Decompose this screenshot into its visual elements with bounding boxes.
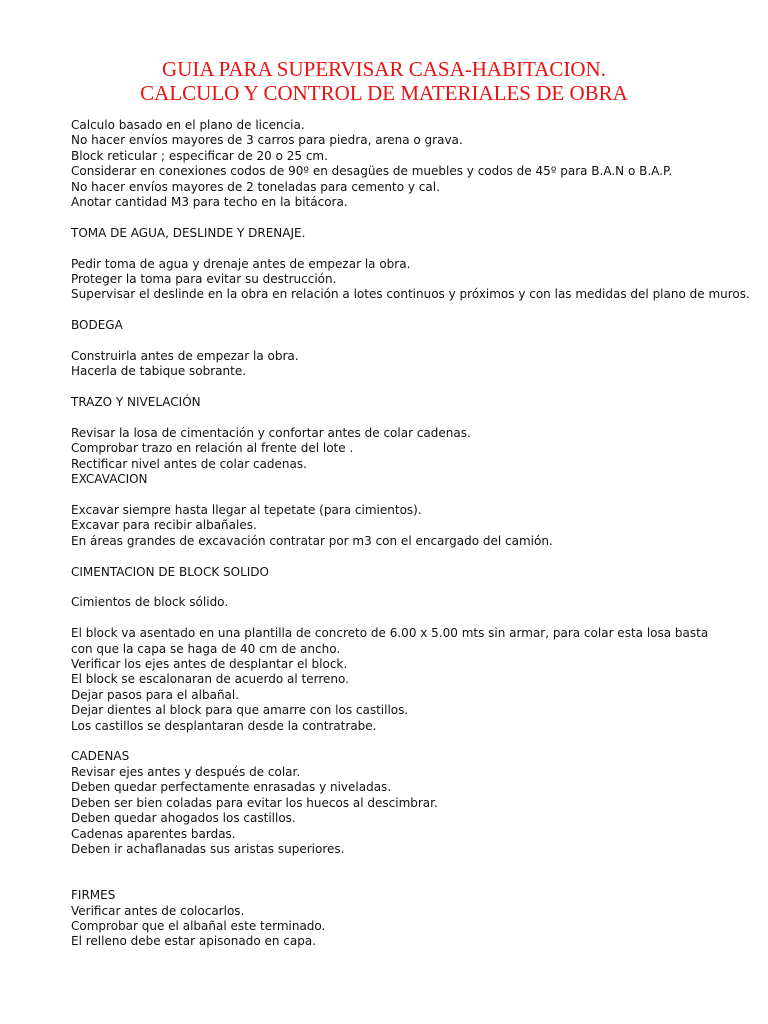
cimentacion-line: Dejar pasos para el albañal. bbox=[71, 687, 240, 702]
spacer bbox=[71, 549, 731, 564]
section-heading-excavacion: EXCAVACION bbox=[71, 472, 148, 487]
excavacion-line: Excavar siempre hasta llegar al tepetate (para cimientos). bbox=[71, 503, 422, 518]
cimentacion-line: Dejar dientes al block para que amarre con los castillos. bbox=[71, 703, 409, 718]
intro-line: Considerar en conexiones codos de 90º en desagües de muebles y codos de 45º para B.A.N o B.A.P. bbox=[71, 164, 673, 179]
section-heading-toma: TOMA DE AGUA, DESLINDE Y DRENAJE. bbox=[71, 225, 306, 240]
cimentacion-line: Verificar los ejes antes de desplantar el block. bbox=[71, 657, 348, 672]
spacer bbox=[71, 380, 731, 395]
cimentacion-intro: Cimientos de block sólido. bbox=[71, 595, 229, 610]
bodega-line: Construirla antes de empezar la obra. bbox=[71, 349, 299, 364]
trazo-line: Rectificar nivel antes de colar cadenas. bbox=[71, 456, 307, 471]
spacer bbox=[71, 334, 731, 349]
intro-line: No hacer envíos mayores de 2 toneladas para cemento y cal. bbox=[71, 179, 440, 194]
spacer bbox=[71, 580, 731, 595]
intro-line: Calculo basado en el plano de licencia. bbox=[71, 118, 305, 132]
firmes-line: Verificar antes de colocarlos. bbox=[71, 903, 245, 918]
spacer bbox=[71, 241, 731, 256]
bodega-line: Hacerla de tabique sobrante. bbox=[71, 364, 247, 379]
section-heading-bodega: BODEGA bbox=[71, 318, 123, 333]
spacer bbox=[71, 857, 731, 872]
document-body bbox=[71, 118, 750, 950]
document-title-line-1: GUIA PARA SUPERVISAR CASA-HABITACION. bbox=[162, 57, 606, 81]
section-heading-cadenas: CADENAS bbox=[71, 749, 130, 764]
intro-line: No hacer envíos mayores de 3 carros para piedra, arena o grava. bbox=[71, 133, 463, 148]
excavacion-line: Excavar para recibir albañales. bbox=[71, 518, 257, 533]
cadenas-line: Deben ser bien coladas para evitar los huecos al descimbrar. bbox=[71, 795, 438, 810]
trazo-line: Revisar la losa de cimentación y confortar antes de colar cadenas. bbox=[71, 426, 471, 441]
spacer bbox=[71, 488, 731, 503]
cimentacion-line: El block se escalonaran de acuerdo al terreno. bbox=[71, 672, 349, 687]
cadenas-line: Deben quedar ahogados los castillos. bbox=[71, 811, 296, 826]
cimentacion-paragraph: El block va asentado en una plantilla de concreto de 6.00 x 5.00 mts sin armar, para colar esta losa basta con que la capa se haga de 40 cm de ancho. bbox=[71, 626, 709, 656]
spacer bbox=[71, 611, 731, 626]
trazo-line: Comprobar trazo en relación al frente del lote . bbox=[71, 441, 354, 456]
spacer bbox=[71, 303, 731, 318]
spacer bbox=[71, 873, 731, 888]
cimentacion-line: Los castillos se desplantaran desde la contratrabe. bbox=[71, 718, 377, 733]
intro-line: Block reticular ; especificar de 20 o 25 cm. bbox=[71, 148, 328, 163]
toma-line: Proteger la toma para evitar su destrucción. bbox=[71, 272, 337, 287]
section-heading-firmes: FIRMES bbox=[71, 888, 116, 903]
spacer bbox=[71, 210, 731, 225]
toma-line: Supervisar el deslinde en la obra en relación a lotes continuos y próximos y con las medidas del plano de muros. bbox=[71, 287, 750, 302]
toma-line: Pedir toma de agua y drenaje antes de empezar la obra. bbox=[71, 256, 411, 271]
spacer bbox=[71, 411, 731, 426]
firmes-line: El relleno debe estar apisonado en capa. bbox=[71, 934, 317, 949]
spacer bbox=[71, 734, 731, 749]
intro-line: Anotar cantidad M3 para techo en la bitácora. bbox=[71, 195, 348, 210]
cadenas-line: Deben ir achaflanadas sus aristas superiores. bbox=[71, 841, 345, 856]
cadenas-line: Cadenas aparentes bardas. bbox=[71, 826, 236, 841]
cadenas-line: Revisar ejes antes y después de colar. bbox=[71, 764, 301, 779]
section-heading-trazo: TRAZO Y NIVELACIÓN bbox=[71, 395, 201, 410]
firmes-line: Comprobar que el albañal este terminado. bbox=[71, 918, 326, 933]
document-title-line-2: CALCULO Y CONTROL DE MATERIALES DE OBRA bbox=[140, 81, 628, 105]
excavacion-line: En áreas grandes de excavación contratar por m3 con el encargado del camión. bbox=[71, 533, 553, 548]
section-heading-cimentacion: CIMENTACION DE BLOCK SOLIDO bbox=[71, 564, 269, 579]
cadenas-line: Deben quedar perfectamente enrasadas y niveladas. bbox=[71, 780, 392, 795]
